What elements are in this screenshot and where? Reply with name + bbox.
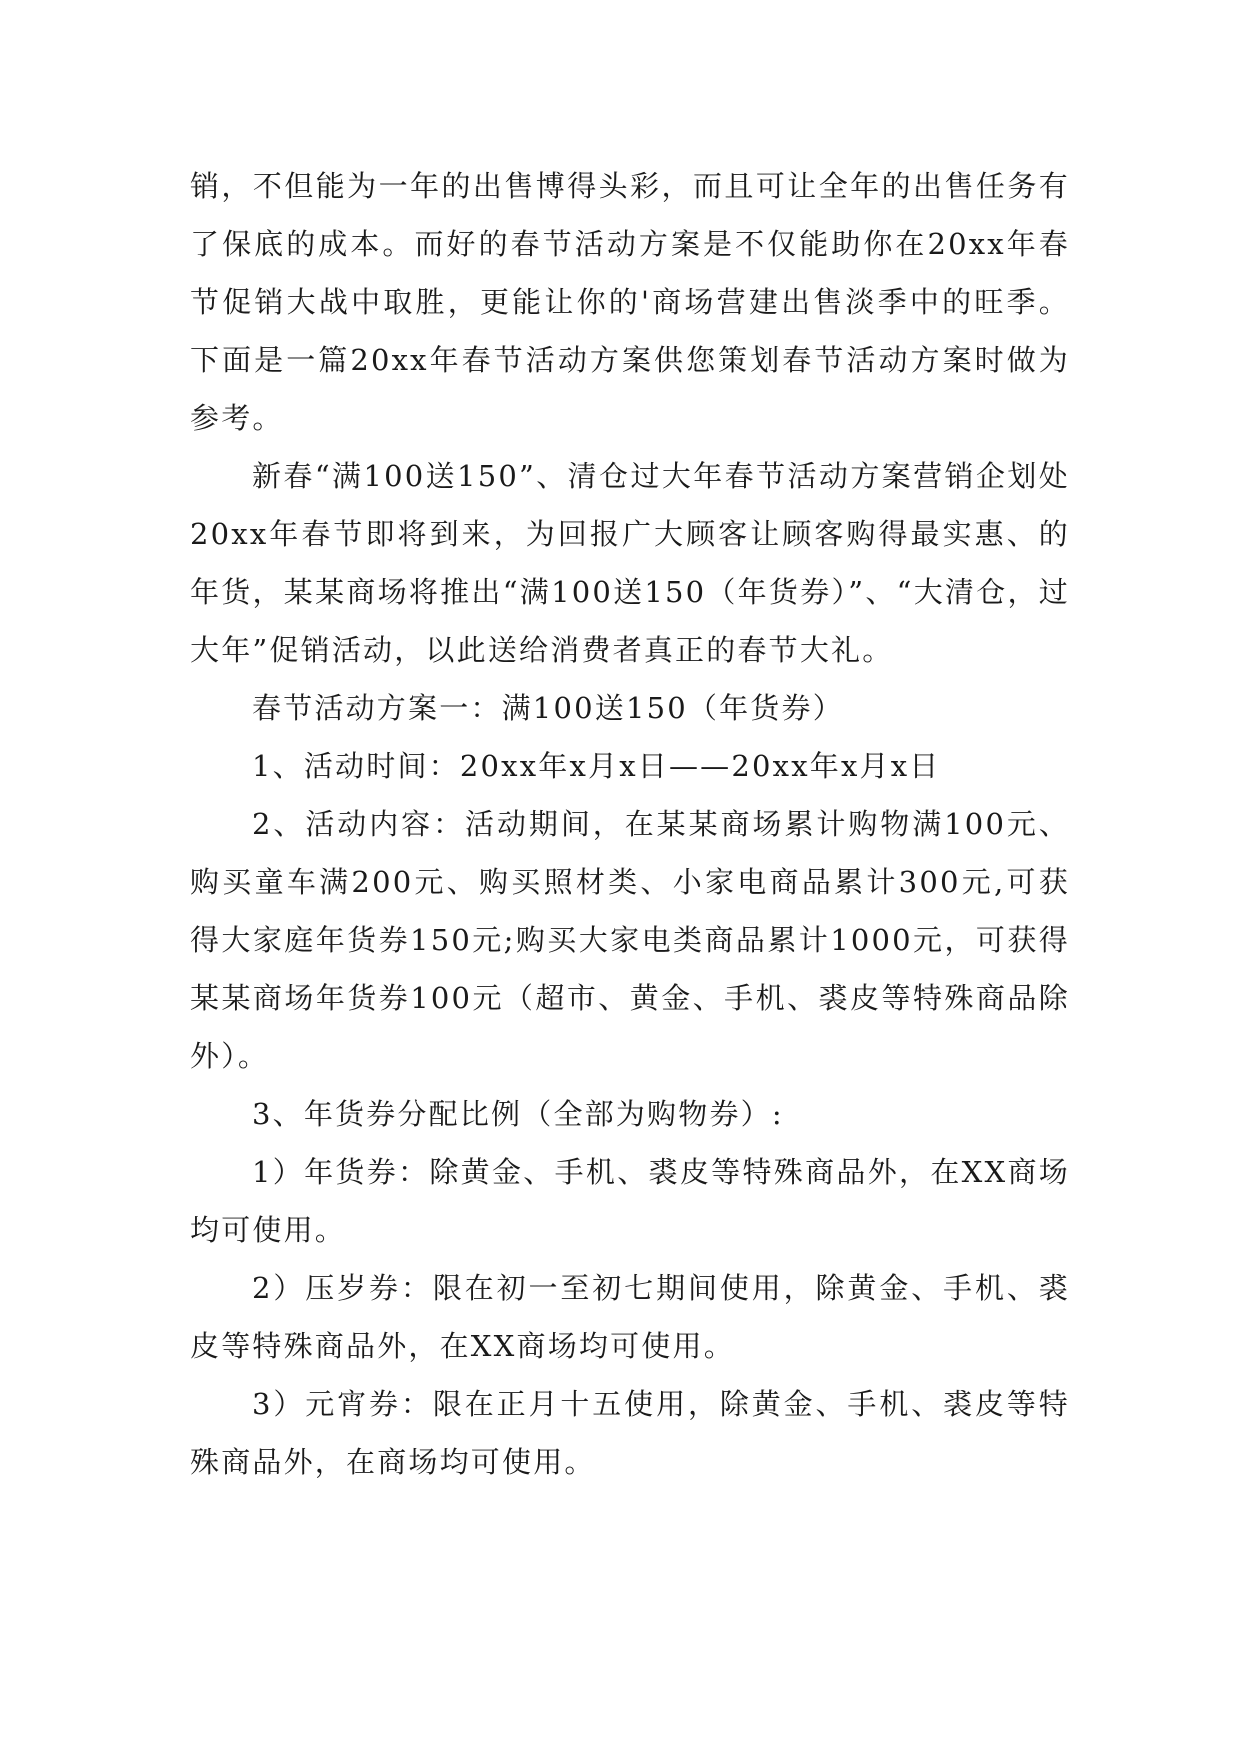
paragraph-3: 春节活动方案一：满100送150（年货券） [252,691,844,725]
paragraph-6: 3、年货券分配比例（全部为购物券）: [252,1097,784,1131]
paragraph-7: 1）年货券：除黄金、手机、裘皮等特殊商品外，在XX商场均可使用。 [190,1155,1070,1247]
paragraph-5: 2、活动内容：活动期间，在某某商场累计购物满100元、购买童车满200元、购买照材类、小家电商品累计300元,可获得大家庭年货券150元;购买大家电类商品累计1000元，可获得某某商场年货券100元（超市、黄金、手机、裘皮等特殊商品除外）。 [190,807,1070,1073]
paragraph-8: 2）压岁券：限在初一至初七期间使用，除黄金、手机、裘皮等特殊商品外，在XX商场均可使用。 [190,1271,1070,1363]
paragraph-2: 新春“满100送150”、清仓过大年春节活动方案营销企划处20xx年春节即将到来，为回报广大顾客让顾客购得最实惠、的年货，某某商场将推出“满100送150（年货券）”、“大清仓，过大年”促销活动，以此送给消费者真正的春节大礼。 [190,459,1070,667]
document-body [190,157,1070,1491]
paragraph-1: 销，不但能为一年的出售博得头彩，而且可让全年的出售任务有了保底的成本。而好的春节活动方案是不仅能助你在20xx年春节促销大战中取胜，更能让你的'商场营建出售淡季中的旺季。下面是一篇20xx年春节活动方案供您策划春节活动方案时做为参考。 [190,169,1070,435]
paragraph-9: 3）元宵券：限在正月十五使用，除黄金、手机、裘皮等特殊商品外，在商场均可使用。 [190,1387,1070,1479]
paragraph-4: 1、活动时间：20xx年x月x日——20xx年x月x日 [252,749,941,783]
